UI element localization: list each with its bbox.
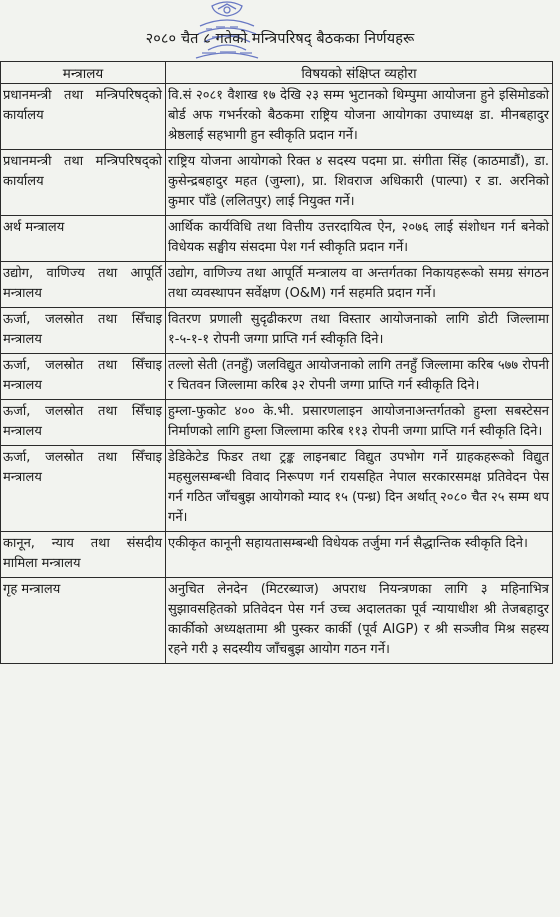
ministry-cell: गृह मन्त्रालय	[1, 578, 166, 664]
table-header-row	[1, 62, 553, 84]
ministry-cell: अर्थ मन्त्रालय	[1, 216, 166, 262]
table-row	[1, 84, 553, 150]
table-row	[1, 308, 553, 354]
summary-cell: अनुचित लेनदेन (मिटरब्याज) अपराध नियन्त्रणका लागि ३ महिनाभित्र सुझावसहितको प्रतिवेदन पेस गर्न उच्च अदालतका पूर्व न्यायाधीश श्री तेजबहादुर कार्कीको अध्यक्षतामा श्री पुस्कर कार्की (पूर्व AIGP) र श्री सञ्जीव मिश्र सहस्य रहने गरी ३ सदस्यीय जाँचबुझ आयोग गठन गर्ने।	[166, 578, 553, 664]
document-title: २०८० चैत ८ गतेको मन्त्रिपरिषद् बैठकका निर्णयहरू	[145, 31, 415, 47]
table-row	[1, 400, 553, 446]
table-row	[1, 216, 553, 262]
summary-cell: डेडिकेटेड फिडर तथा ट्रङ्क लाइनबाट विद्युत उपभोग गर्ने ग्राहकहरूको विद्युत महसुलसम्बन्धी विवाद निरूपण गर्न रायसहित नेपाल सरकारसमक्ष प्रतिवेदन पेस गर्न गठित जाँचबुझ आयोगको म्याद १५ (पन्ध्र) दिन अर्थात् २०८० चैत २५ सम्म थप गर्ने।	[166, 446, 553, 532]
column-header-summary: विषयको संक्षिप्त व्यहोरा	[166, 62, 553, 84]
summary-cell: उद्योग, वाणिज्य तथा आपूर्ति मन्त्रालय वा अन्तर्गतका निकायहरूको समग्र संगठन तथा व्यवस्थापन सर्वेक्षण (O&M) गर्न सहमति प्रदान गर्ने।	[166, 262, 553, 308]
summary-cell: वितरण प्रणाली सुदृढीकरण तथा विस्तार आयोजनाको लागि डोटी जिल्लामा १-५-१-१ रोपनी जग्गा प्राप्ति गर्न स्वीकृति दिने।	[166, 308, 553, 354]
summary-cell: आर्थिक कार्यविधि तथा वित्तीय उत्तरदायित्व ऐन, २०७६ लाई संशोधन गर्न बनेको विधेयक सङ्घीय संसदमा पेश गर्न स्वीकृति प्रदान गर्ने।	[166, 216, 553, 262]
ministry-cell: प्रधानमन्त्री तथा मन्त्रिपरिषद्को कार्यालय	[1, 150, 166, 216]
ministry-cell: ऊर्जा, जलस्रोत तथा सिँचाइ मन्त्रालय	[1, 308, 166, 354]
ministry-cell: उद्योग, वाणिज्य तथा आपूर्ति मन्त्रालय	[1, 262, 166, 308]
ministry-cell: प्रधानमन्त्री तथा मन्त्रिपरिषद्को कार्यालय	[1, 84, 166, 150]
table-row	[1, 578, 553, 664]
ministry-cell: ऊर्जा, जलस्रोत तथा सिँचाइ मन्त्रालय	[1, 354, 166, 400]
table-row	[1, 262, 553, 308]
table-row	[1, 354, 553, 400]
ministry-cell: ऊर्जा, जलस्रोत तथा सिँचाइ मन्त्रालय	[1, 400, 166, 446]
table-row	[1, 446, 553, 532]
ministry-cell: ऊर्जा, जलस्रोत तथा सिँचाइ मन्त्रालय	[1, 446, 166, 532]
summary-cell: राष्ट्रिय योजना आयोगको रिक्त ४ सदस्य पदमा प्रा. संगीता सिंह (काठमाडौं), डा. कुसेन्द्रबहादुर महत (जुम्ला), प्रा. शिवराज अधिकारी (पाल्पा) र डा. अरनिको कुमार पाँडे (ललितपुर) लाई नियुक्त गर्ने।	[166, 150, 553, 216]
ministry-cell: कानून, न्याय तथा संसदीय मामिला मन्त्रालय	[1, 532, 166, 578]
decisions-table	[0, 61, 553, 664]
summary-cell: तल्लो सेती (तनहुँ) जलविद्युत आयोजनाको लागि तनहुँ जिल्लामा करिब ५७७ रोपनी र चितवन जिल्लामा करिब ३२ रोपनी जग्गा प्राप्ति गर्न स्वीकृति दिने।	[166, 354, 553, 400]
summary-cell: एकीकृत कानूनी सहायतासम्बन्धी विधेयक तर्जुमा गर्न सैद्धान्तिक स्वीकृति दिने।	[166, 532, 553, 578]
summary-cell: हुम्ला-फुकोट ४०० के.भी. प्रसारणलाइन आयोजनाअन्तर्गतको हुम्ला सबस्टेसन निर्माणको लागि हुम्ला जिल्लामा करिब ११३ रोपनी जग्गा प्राप्ति गर्न स्वीकृति दिने।	[166, 400, 553, 446]
table-row	[1, 532, 553, 578]
column-header-ministry: मन्त्रालय	[1, 62, 166, 84]
table-row	[1, 150, 553, 216]
summary-cell: वि.सं २०८१ वैशाख १७ देखि २३ सम्म भुटानको थिम्पुमा आयोजना हुने इसिमोडको बोर्ड अफ गभर्नरको बैठकमा राष्ट्रिय योजना आयोगका उपाध्यक्ष डा. मीनबहादुर श्रेष्ठलाई सहभागी हुन स्वीकृति प्रदान गर्ने।	[166, 84, 553, 150]
